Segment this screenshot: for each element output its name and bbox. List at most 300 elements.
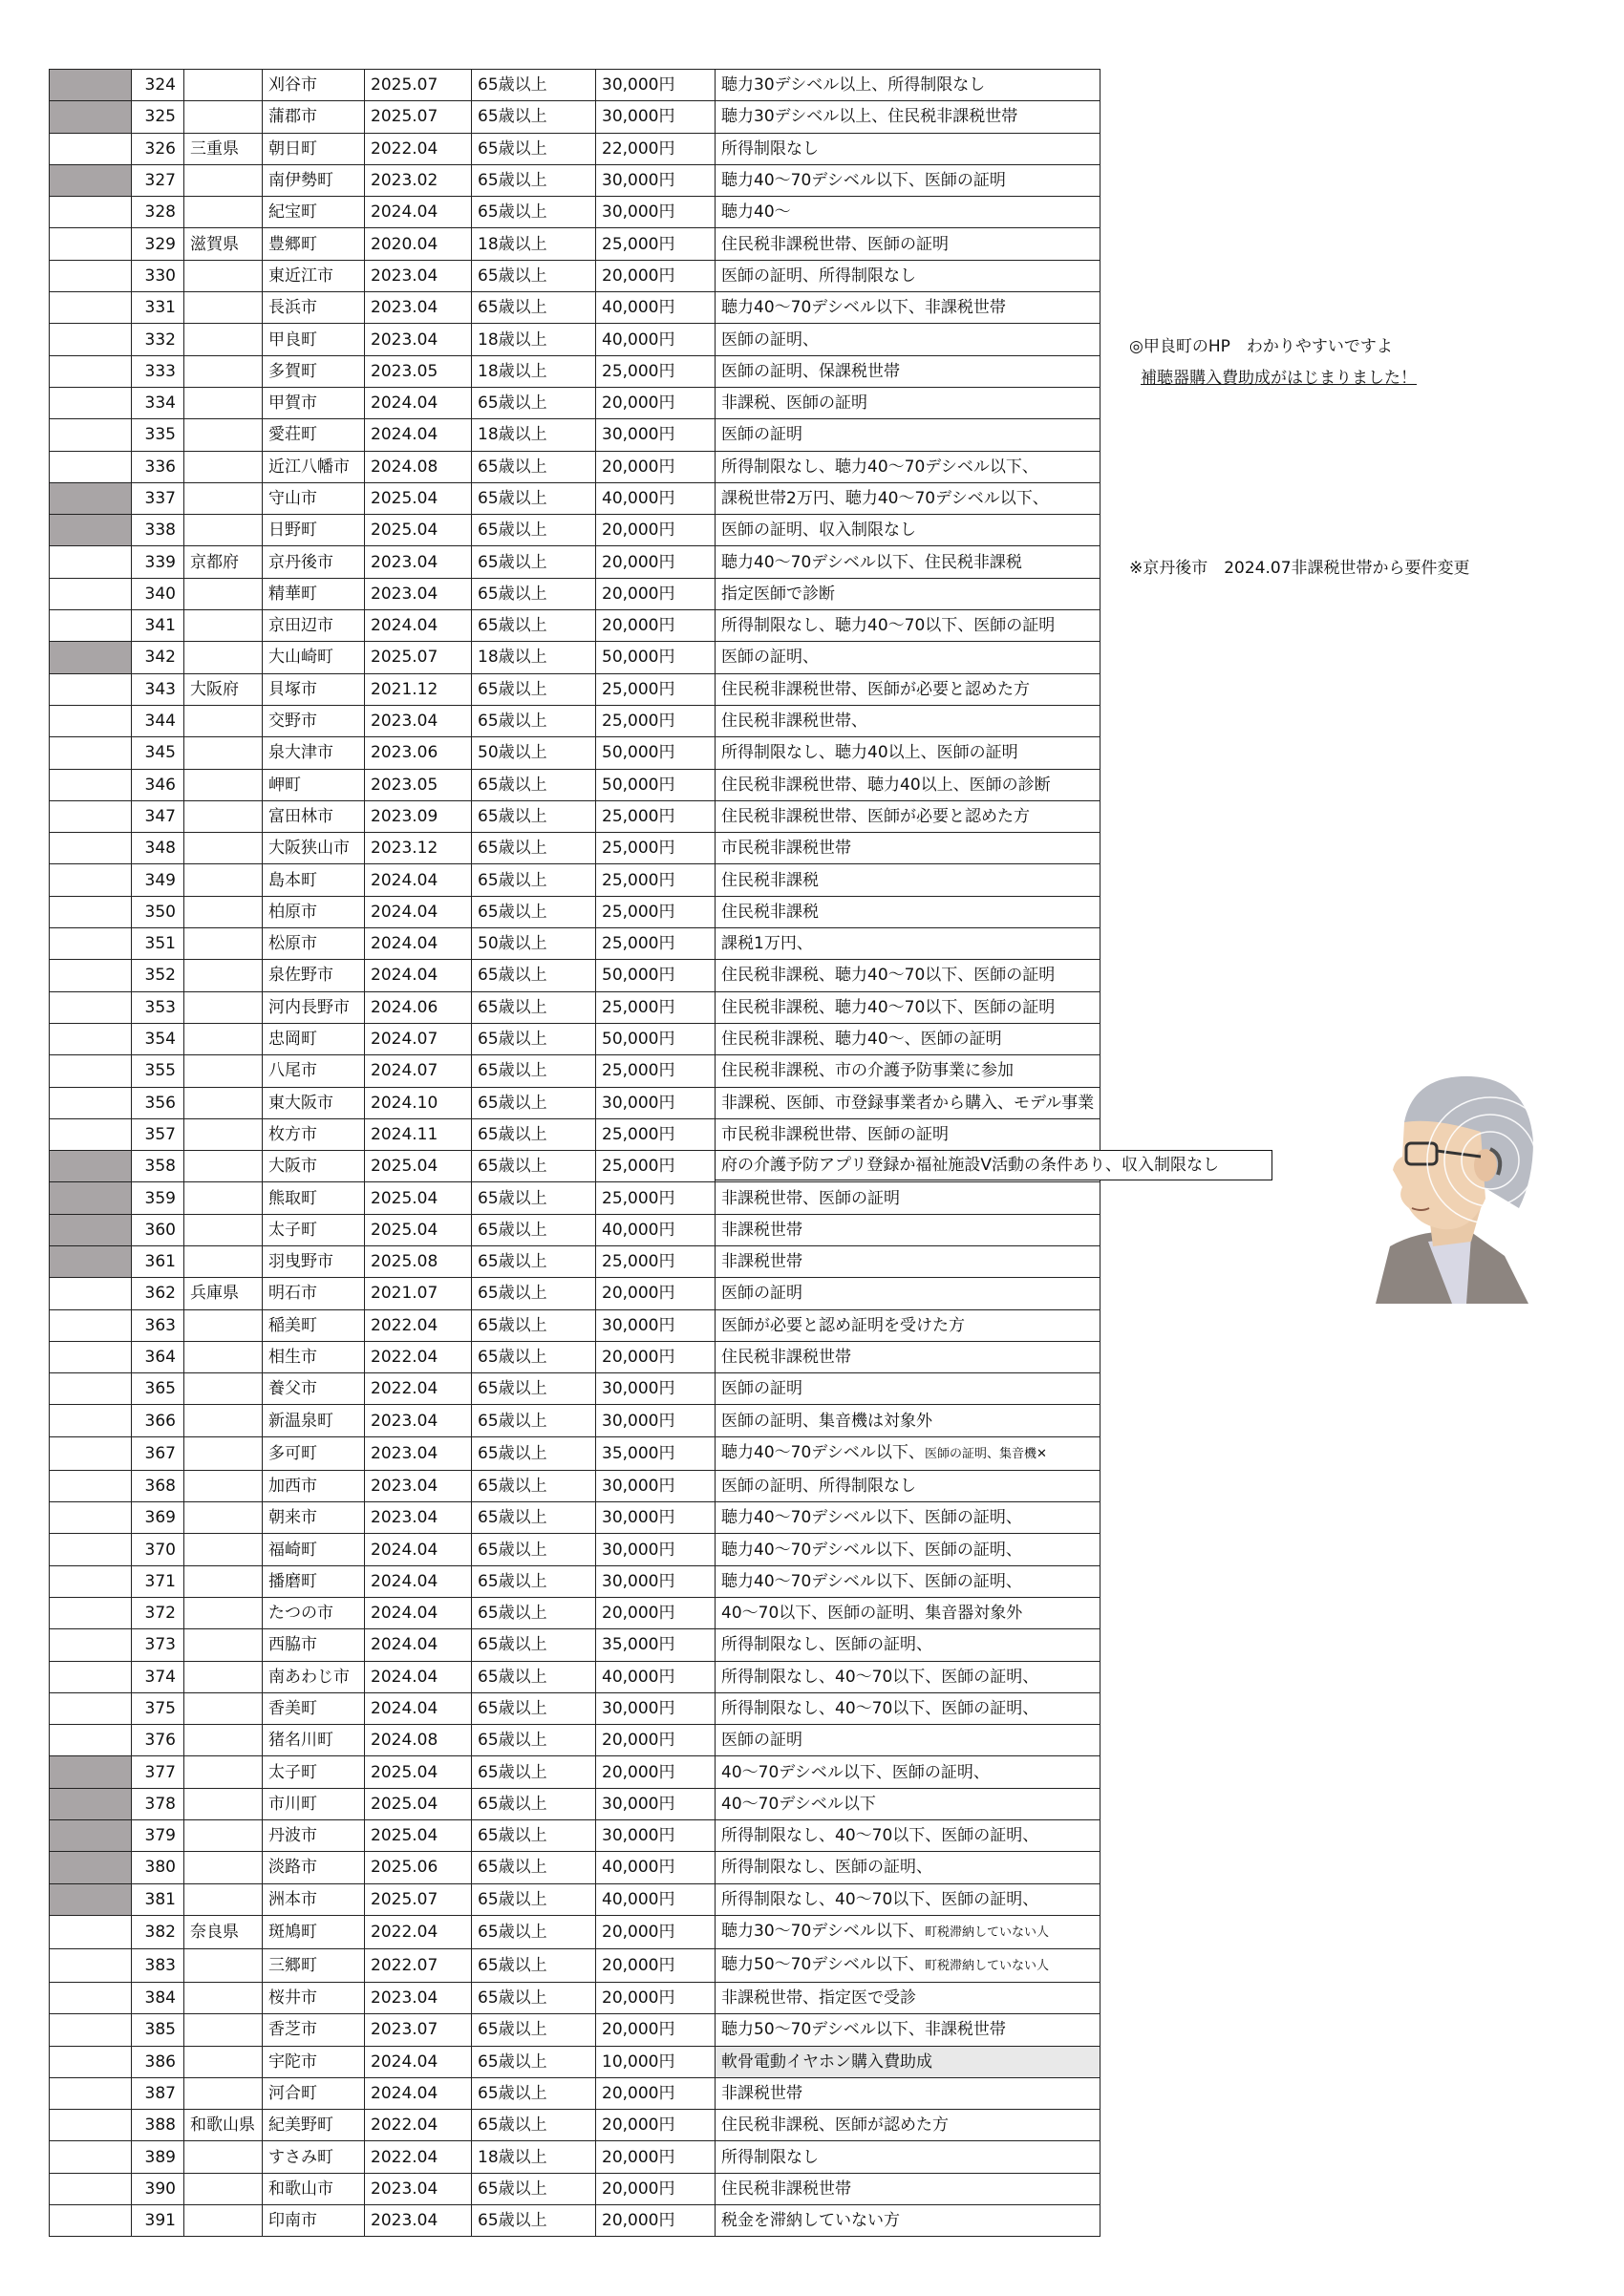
amount-cell: 20,000円	[596, 1982, 716, 2013]
amount-cell: 30,000円	[596, 101, 716, 133]
condition-cell	[716, 1948, 1100, 1982]
condition-cell	[716, 1534, 1100, 1565]
age-cell: 65歳以上	[472, 769, 596, 800]
table-row	[50, 1661, 1100, 1692]
table-row	[50, 1948, 1100, 1982]
row-number: 381	[132, 1883, 184, 1915]
condition-text: 聴力50～70デシベル以下、	[721, 1954, 925, 1974]
condition-cell	[716, 2110, 1100, 2141]
flag-cell	[50, 164, 132, 196]
table-row	[50, 1118, 1100, 1150]
row-number: 369	[132, 1502, 184, 1534]
condition-cell	[716, 1692, 1100, 1724]
condition-text: 非課税世帯、医師の証明	[721, 1188, 900, 1208]
row-number: 355	[132, 1055, 184, 1087]
amount-cell: 25,000円	[596, 1182, 716, 1214]
flag-cell	[50, 2173, 132, 2204]
prefecture-cell	[184, 1788, 263, 1819]
condition-cell	[716, 1470, 1100, 1501]
flag-cell	[50, 1278, 132, 1309]
table-row	[50, 515, 1100, 546]
age-cell: 65歳以上	[472, 1661, 596, 1692]
start-date-cell: 2023.07	[365, 2014, 472, 2046]
start-date-cell: 2021.07	[365, 1278, 472, 1309]
condition-cell	[716, 260, 1100, 291]
condition-text: 40～70デシベル以下	[721, 1794, 876, 1814]
city-cell: 西脇市	[263, 1629, 365, 1661]
age-cell: 65歳以上	[472, 482, 596, 514]
flag-cell	[50, 1982, 132, 2013]
start-date-cell: 2024.10	[365, 1087, 472, 1118]
row-number: 344	[132, 705, 184, 736]
table-row	[50, 864, 1100, 896]
row-number: 376	[132, 1725, 184, 1756]
city-cell: 近江八幡市	[263, 451, 365, 482]
condition-text: 医師の証明、収入制限なし	[721, 521, 916, 541]
city-cell: 京田辺市	[263, 610, 365, 642]
table-row	[50, 1023, 1100, 1054]
flag-cell	[50, 1151, 132, 1182]
age-cell: 65歳以上	[472, 546, 596, 578]
city-cell: 多賀町	[263, 355, 365, 387]
row-number: 352	[132, 960, 184, 991]
prefecture-cell	[184, 705, 263, 736]
row-number: 347	[132, 800, 184, 832]
city-cell: 加西市	[263, 1470, 365, 1501]
condition-text: 指定医師で診断	[721, 584, 835, 604]
prefecture-cell	[184, 355, 263, 387]
condition-cell	[716, 705, 1100, 736]
row-number: 366	[132, 1405, 184, 1436]
condition-text: 医師が必要と認め証明を受けた方	[721, 1315, 965, 1335]
condition-cell	[716, 324, 1100, 355]
prefecture-cell	[184, 2014, 263, 2046]
row-number: 368	[132, 1470, 184, 1501]
amount-cell: 20,000円	[596, 387, 716, 418]
age-cell: 65歳以上	[472, 387, 596, 418]
condition-cell	[716, 133, 1100, 164]
condition-text: 聴力40～70デシベル以下、医師の証明、	[721, 1508, 1022, 1528]
start-date-cell: 2025.07	[365, 70, 472, 101]
start-date-cell: 2024.04	[365, 1597, 472, 1628]
row-number: 345	[132, 737, 184, 769]
city-cell: 桜井市	[263, 1982, 365, 2013]
amount-cell: 35,000円	[596, 1629, 716, 1661]
amount-cell: 25,000円	[596, 1055, 716, 1087]
condition-text: 課税1万円、	[721, 934, 813, 954]
amount-cell: 25,000円	[596, 1245, 716, 1277]
age-cell: 65歳以上	[472, 1788, 596, 1819]
condition-text: 住民税非課税世帯、聴力40以上、医師の診断	[721, 775, 1051, 795]
amount-cell: 40,000円	[596, 292, 716, 324]
table-row	[50, 164, 1100, 196]
amount-cell: 25,000円	[596, 991, 716, 1023]
age-cell: 65歳以上	[472, 800, 596, 832]
flag-cell	[50, 515, 132, 546]
row-number: 360	[132, 1214, 184, 1245]
flag-cell	[50, 2046, 132, 2077]
table-row	[50, 1756, 1100, 1788]
table-row	[50, 70, 1100, 101]
condition-cell	[716, 546, 1100, 578]
start-date-cell: 2024.04	[365, 610, 472, 642]
row-number: 334	[132, 387, 184, 418]
condition-text: 所得制限なし	[721, 138, 819, 159]
condition-text: 住民税非課税、医師が認めた方	[721, 2115, 949, 2136]
condition-cell	[716, 960, 1100, 991]
start-date-cell: 2024.04	[365, 896, 472, 927]
city-cell: 福崎町	[263, 1534, 365, 1565]
table-row	[50, 960, 1100, 991]
age-cell: 65歳以上	[472, 197, 596, 228]
condition-text: 所得制限なし、40～70以下、医師の証明、	[721, 1667, 1039, 1687]
start-date-cell: 2024.04	[365, 1565, 472, 1597]
amount-cell: 20,000円	[596, 2205, 716, 2237]
condition-text: 住民税非課税世帯	[721, 2179, 851, 2199]
prefecture-cell	[184, 1565, 263, 1597]
table-row	[50, 482, 1100, 514]
amount-cell: 25,000円	[596, 1118, 716, 1150]
table-row	[50, 2110, 1100, 2141]
prefecture-cell	[184, 1534, 263, 1565]
table-row	[50, 578, 1100, 609]
condition-cell	[716, 2173, 1100, 2204]
start-date-cell: 2025.07	[365, 101, 472, 133]
condition-text: 住民税非課税世帯	[721, 1348, 851, 1368]
condition-text: 聴力30デシベル以上、所得制限なし	[721, 75, 986, 96]
condition-text: 医師の証明	[721, 1284, 802, 1304]
table-row	[50, 1278, 1100, 1309]
age-cell: 65歳以上	[472, 1982, 596, 2013]
prefecture-cell	[184, 164, 263, 196]
prefecture-cell	[184, 864, 263, 896]
city-cell: 稲美町	[263, 1309, 365, 1341]
start-date-cell: 2024.04	[365, 2077, 472, 2109]
condition-text: 所得制限なし、医師の証明、	[721, 1635, 932, 1655]
amount-cell: 40,000円	[596, 1661, 716, 1692]
table-row	[50, 355, 1100, 387]
amount-cell: 20,000円	[596, 1756, 716, 1788]
prefecture-cell	[184, 324, 263, 355]
city-cell: 大阪市	[263, 1151, 365, 1182]
flag-cell	[50, 1948, 132, 1982]
row-number: 357	[132, 1118, 184, 1150]
flag-cell	[50, 960, 132, 991]
age-cell: 65歳以上	[472, 260, 596, 291]
start-date-cell: 2023.04	[365, 1982, 472, 2013]
amount-cell: 20,000円	[596, 2141, 716, 2173]
condition-cell	[716, 1629, 1100, 1661]
row-number: 382	[132, 1915, 184, 1948]
row-number: 351	[132, 928, 184, 960]
condition-cell	[716, 1725, 1100, 1756]
city-cell: 岬町	[263, 769, 365, 800]
start-date-cell: 2023.12	[365, 833, 472, 864]
age-cell: 65歳以上	[472, 1948, 596, 1982]
city-cell: 甲賀市	[263, 387, 365, 418]
amount-cell: 20,000円	[596, 1915, 716, 1948]
start-date-cell: 2024.04	[365, 1661, 472, 1692]
city-cell: 長浜市	[263, 292, 365, 324]
condition-text: 所得制限なし	[721, 2147, 819, 2167]
condition-cell	[716, 1118, 1100, 1150]
prefecture-cell	[184, 1309, 263, 1341]
flag-cell	[50, 991, 132, 1023]
condition-cell	[716, 578, 1100, 609]
start-date-cell: 2025.08	[365, 1245, 472, 1277]
flag-cell	[50, 1692, 132, 1724]
row-number: 372	[132, 1597, 184, 1628]
flag-cell	[50, 101, 132, 133]
table-row	[50, 197, 1100, 228]
table-row	[50, 705, 1100, 736]
condition-cell	[716, 292, 1100, 324]
row-number: 324	[132, 70, 184, 101]
condition-cell	[716, 833, 1100, 864]
flag-cell	[50, 387, 132, 418]
age-cell: 65歳以上	[472, 1820, 596, 1852]
condition-text: 聴力40～70デシベル以下、医師の証明	[721, 171, 1006, 191]
start-date-cell: 2024.07	[365, 1023, 472, 1054]
table-row	[50, 387, 1100, 418]
amount-cell: 25,000円	[596, 800, 716, 832]
condition-text: 所得制限なし、40～70以下、医師の証明、	[721, 1698, 1039, 1718]
condition-text: 非課税世帯	[721, 2083, 802, 2103]
start-date-cell: 2023.09	[365, 800, 472, 832]
age-cell: 65歳以上	[472, 2046, 596, 2077]
row-number: 336	[132, 451, 184, 482]
age-cell: 65歳以上	[472, 1151, 596, 1182]
flag-cell	[50, 578, 132, 609]
table-row	[50, 769, 1100, 800]
condition-text: 非課税世帯、指定医で受診	[721, 1988, 916, 2009]
condition-text: 所得制限なし、40～70以下、医師の証明、	[721, 1826, 1039, 1846]
row-number: 359	[132, 1182, 184, 1214]
age-cell: 65歳以上	[472, 1087, 596, 1118]
condition-cell	[716, 451, 1100, 482]
condition-text: 所得制限なし、聴力40～70以下、医師の証明	[721, 616, 1056, 636]
condition-cell	[716, 1852, 1100, 1883]
flag-cell	[50, 419, 132, 451]
flag-cell	[50, 1245, 132, 1277]
start-date-cell: 2024.04	[365, 960, 472, 991]
flag-cell	[50, 1470, 132, 1501]
condition-cell	[716, 610, 1100, 642]
amount-cell: 30,000円	[596, 1502, 716, 1534]
row-number: 363	[132, 1309, 184, 1341]
start-date-cell: 2023.04	[365, 260, 472, 291]
amount-cell: 20,000円	[596, 2014, 716, 2046]
city-cell: すさみ町	[263, 2141, 365, 2173]
city-cell: 東近江市	[263, 260, 365, 291]
note-kyotango: ※京丹後市 2024.07非課税世帯から要件変更	[1129, 559, 1470, 578]
flag-cell	[50, 70, 132, 101]
start-date-cell: 2022.04	[365, 1309, 472, 1341]
start-date-cell: 2023.04	[365, 2173, 472, 2204]
table-row	[50, 101, 1100, 133]
table-row	[50, 1692, 1100, 1724]
table-row	[50, 1436, 1100, 1470]
condition-note: 町税滞納していない人	[924, 1958, 1049, 1973]
amount-cell: 20,000円	[596, 2110, 716, 2141]
age-cell: 65歳以上	[472, 1278, 596, 1309]
table-row	[50, 642, 1100, 673]
start-date-cell: 2024.11	[365, 1118, 472, 1150]
row-number: 367	[132, 1436, 184, 1470]
flag-cell	[50, 482, 132, 514]
condition-text: 市民税非課税世帯	[721, 839, 851, 859]
prefecture-cell	[184, 1151, 263, 1182]
prefecture-cell: 京都府	[184, 546, 263, 578]
start-date-cell: 2023.05	[365, 769, 472, 800]
table-row	[50, 2173, 1100, 2204]
prefecture-cell	[184, 1436, 263, 1470]
amount-cell: 50,000円	[596, 960, 716, 991]
start-date-cell: 2023.04	[365, 292, 472, 324]
start-date-cell: 2023.04	[365, 546, 472, 578]
age-cell: 50歳以上	[472, 928, 596, 960]
table-row	[50, 1820, 1100, 1852]
amount-cell: 20,000円	[596, 1341, 716, 1372]
condition-cell	[716, 1788, 1100, 1819]
flag-cell	[50, 1788, 132, 1819]
prefecture-cell	[184, 1245, 263, 1277]
prefecture-cell	[184, 1023, 263, 1054]
city-cell: 大阪狭山市	[263, 833, 365, 864]
age-cell: 65歳以上	[472, 1883, 596, 1915]
city-cell: 八尾市	[263, 1055, 365, 1087]
city-cell: 朝日町	[263, 133, 365, 164]
flag-cell	[50, 1597, 132, 1628]
start-date-cell: 2022.04	[365, 1373, 472, 1405]
condition-cell	[716, 1214, 1100, 1245]
amount-cell: 50,000円	[596, 642, 716, 673]
condition-cell	[716, 1820, 1100, 1852]
row-number: 326	[132, 133, 184, 164]
row-number: 388	[132, 2110, 184, 2141]
condition-note: 町税滞納していない人	[924, 1924, 1049, 1940]
start-date-cell: 2025.04	[365, 482, 472, 514]
condition-note: 医師の証明、集音機✕	[924, 1446, 1047, 1461]
prefecture-cell	[184, 101, 263, 133]
condition-cell	[716, 1023, 1100, 1054]
table-row	[50, 673, 1100, 705]
flag-cell	[50, 610, 132, 642]
note-koura-link[interactable]: 補聴器購入費助成がはじまりました！	[1141, 369, 1417, 388]
condition-text: 40～70以下、医師の証明、集音器対象外	[721, 1604, 1023, 1624]
flag-cell	[50, 1883, 132, 1915]
start-date-cell: 2025.04	[365, 1182, 472, 1214]
flag-cell	[50, 1341, 132, 1372]
city-cell: 河合町	[263, 2077, 365, 2109]
prefecture-cell: 三重県	[184, 133, 263, 164]
amount-cell: 30,000円	[596, 1373, 716, 1405]
start-date-cell: 2024.08	[365, 451, 472, 482]
city-cell: 斑鳩町	[263, 1915, 365, 1948]
age-cell: 65歳以上	[472, 2077, 596, 2109]
condition-text: 医師の証明	[721, 1731, 802, 1751]
amount-cell: 20,000円	[596, 1725, 716, 1756]
start-date-cell: 2024.04	[365, 2046, 472, 2077]
start-date-cell: 2023.04	[365, 1502, 472, 1534]
start-date-cell: 2024.04	[365, 1534, 472, 1565]
condition-text: 非課税世帯	[721, 1220, 802, 1240]
condition-cell	[716, 896, 1100, 927]
row-number: 354	[132, 1023, 184, 1054]
amount-cell: 30,000円	[596, 1820, 716, 1852]
prefecture-cell	[184, 1756, 263, 1788]
age-cell: 65歳以上	[472, 1373, 596, 1405]
flag-cell	[50, 228, 132, 260]
age-cell: 65歳以上	[472, 1055, 596, 1087]
row-number: 380	[132, 1852, 184, 1883]
condition-text: 医師の証明、集音機は対象外	[721, 1411, 932, 1431]
age-cell: 18歳以上	[472, 419, 596, 451]
start-date-cell: 2024.07	[365, 1055, 472, 1087]
condition-text: 住民税非課税	[721, 870, 819, 890]
prefecture-cell	[184, 1341, 263, 1372]
condition-text: 住民税非課税、市の介護予防事業に参加	[721, 1061, 1014, 1081]
start-date-cell: 2025.04	[365, 515, 472, 546]
condition-text: 聴力40～70デシベル以下、	[721, 1442, 925, 1462]
prefecture-cell	[184, 1661, 263, 1692]
flag-cell	[50, 1565, 132, 1597]
row-number: 358	[132, 1151, 184, 1182]
age-cell: 18歳以上	[472, 355, 596, 387]
condition-cell	[716, 2141, 1100, 2173]
condition-cell	[716, 1309, 1100, 1341]
start-date-cell: 2023.04	[365, 705, 472, 736]
row-number: 327	[132, 164, 184, 196]
city-cell: 忠岡町	[263, 1023, 365, 1054]
city-cell: 泉大津市	[263, 737, 365, 769]
condition-cell	[716, 1883, 1100, 1915]
flag-cell	[50, 737, 132, 769]
prefecture-cell	[184, 260, 263, 291]
age-cell: 65歳以上	[472, 133, 596, 164]
flag-cell	[50, 1915, 132, 1948]
age-cell: 65歳以上	[472, 1341, 596, 1372]
note-koura-hp: ◎甲良町のHP わかりやすいですよ	[1129, 337, 1393, 356]
subsidy-table	[49, 69, 1219, 2237]
condition-text: 非課税、医師の証明	[721, 393, 867, 414]
amount-cell: 25,000円	[596, 228, 716, 260]
start-date-cell: 2023.05	[365, 355, 472, 387]
flag-cell	[50, 1534, 132, 1565]
condition-text: 住民税非課税、聴力40～70以下、医師の証明	[721, 997, 1056, 1017]
condition-text: 医師の証明、所得制限なし	[721, 1476, 916, 1496]
table-row	[50, 1915, 1100, 1948]
amount-cell: 30,000円	[596, 1788, 716, 1819]
condition-text: 聴力40～70デシベル以下、住民税非課税	[721, 552, 1022, 572]
amount-cell: 40,000円	[596, 482, 716, 514]
table-row	[50, 1182, 1100, 1214]
flag-cell	[50, 1629, 132, 1661]
condition-text: 住民税非課税、聴力40～、医師の証明	[721, 1030, 1002, 1050]
condition-cell	[716, 1373, 1100, 1405]
row-number: 353	[132, 991, 184, 1023]
condition-cell	[716, 1087, 1100, 1118]
prefecture-cell	[184, 1214, 263, 1245]
prefecture-cell	[184, 928, 263, 960]
table-row	[50, 833, 1100, 864]
city-cell: 紀宝町	[263, 197, 365, 228]
amount-cell: 40,000円	[596, 1883, 716, 1915]
city-cell: 蒲郡市	[263, 101, 365, 133]
flag-cell	[50, 864, 132, 896]
age-cell: 65歳以上	[472, 451, 596, 482]
age-cell: 65歳以上	[472, 292, 596, 324]
